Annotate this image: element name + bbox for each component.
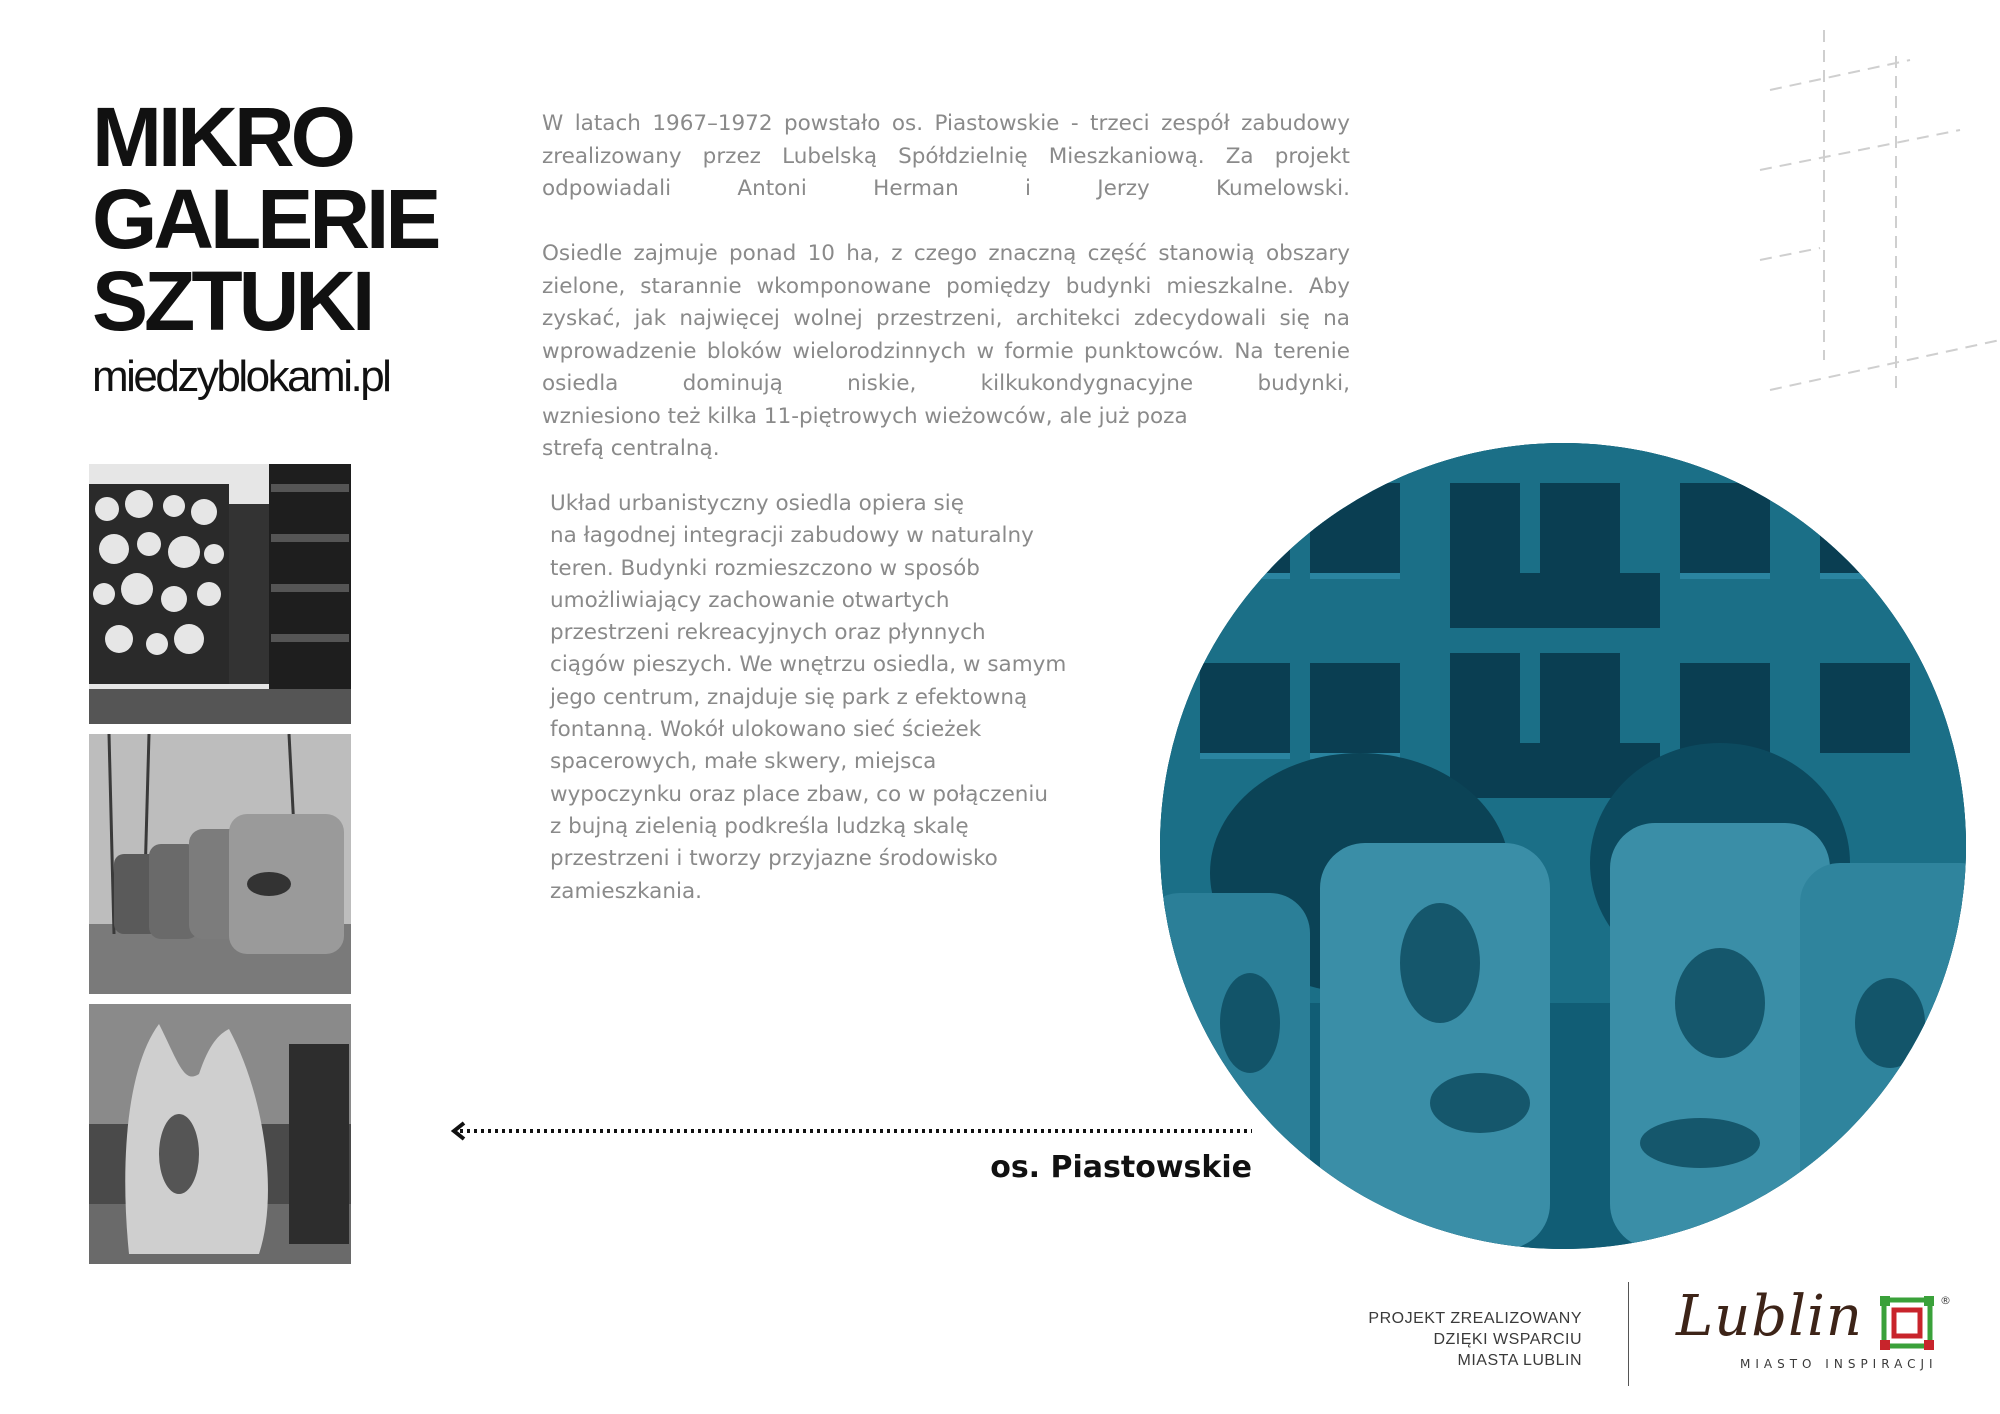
lublin-logo-emblem-icon xyxy=(1880,1296,1934,1350)
urban-layout-line: ciągów pieszych. We wnętrzu osiedla, w samym xyxy=(550,652,1067,678)
page-title xyxy=(92,90,472,348)
urban-layout-line: z bujną zielenią podkreśla ludzką skalę xyxy=(550,813,969,839)
credit-line-3: MIASTA LUBLIN xyxy=(1457,1352,1582,1369)
urban-layout-line: wypoczynku oraz place zbaw, co w połączeniu xyxy=(550,781,1049,807)
urban-layout-line: spacerowych, małe skwery, miejsca xyxy=(550,749,937,775)
urban-layout-line: fontanną. Wokół ulokowano sieć ścieżek xyxy=(550,717,982,743)
title-line-1: MIKRO xyxy=(92,90,352,184)
lublin-logo-wordmark: Lublin xyxy=(1676,1284,1863,1349)
description-paragraph-line-b: strefą centralną. xyxy=(542,436,720,461)
decorative-grid-lines xyxy=(1740,20,2000,400)
credit-text xyxy=(1320,1308,1582,1371)
title-line-3: SZTUKI xyxy=(92,254,372,348)
urban-layout-line: przestrzeni rekreacyjnych oraz płynnych xyxy=(550,620,986,646)
urban-layout-line: teren. Budynki rozmieszczono w sposób xyxy=(550,555,980,581)
description-paragraph-line-a: wzniesiono też kilka 11-piętrowych wieżowców, ale już poza xyxy=(542,403,1188,429)
arrow-left-dotted-icon xyxy=(450,1120,1256,1142)
footer-divider xyxy=(1628,1282,1629,1386)
lublin-logo-tagline: MIASTO INSPIRACJI xyxy=(1740,1357,1938,1371)
credit-line-1: PROJEKT ZREALIZOWANY xyxy=(1368,1310,1582,1327)
urban-layout-line: umożliwiający zachowanie otwartych xyxy=(550,587,950,613)
credit-line-2: DZIĘKI WSPARCIU xyxy=(1433,1331,1582,1348)
intro-paragraph: W latach 1967–1972 powstało os. Piastowskie - trzeci zespół zabudowy zrealizowany przez Lubelską Spółdzielnię Mieszkaniową. Za projekt odpowiadali Antoni Herman i Jerzy Kumelowski. xyxy=(542,111,1350,201)
feature-photo-circle xyxy=(1160,443,1966,1249)
urban-layout-line: przestrzeni i tworzy przyjazne środowisko xyxy=(550,846,998,872)
urban-layout-line: na łagodnej integracji zabudowy w naturalny xyxy=(550,523,1034,549)
urban-layout-line: zamieszkania. xyxy=(550,878,702,904)
sculpture-photo-1 xyxy=(89,464,351,724)
urban-layout-paragraph xyxy=(550,488,1090,908)
website-link[interactable]: miedzyblokami.pl xyxy=(92,352,390,401)
title-line-2: GALERIE xyxy=(92,172,438,266)
urban-layout-line: jego centrum, znajduje się park z efektowną xyxy=(550,684,1028,710)
description-paragraph xyxy=(542,238,1350,466)
sculpture-photo-2 xyxy=(89,734,351,994)
description-paragraph-main: Osiedle zajmuje ponad 10 ha, z czego znaczną część stanowią obszary zielone, starannie wkomponowane pomiędzy budynki mieszkalne. Aby zyskać, jak najwięcej wolnej przestrzeni, architekci zdecydowali się na wprowadzenie bloków wielorodzinnych w formie punktowców. Na terenie osiedla dominują niskie, kilkukondygnacyjne budynki, xyxy=(542,241,1350,396)
sculpture-photo-3 xyxy=(89,1004,351,1264)
urban-layout-line: Układ urbanistyczny osiedla opiera się xyxy=(550,491,964,516)
registered-mark: ® xyxy=(1940,1294,1951,1307)
place-label: os. Piastowskie xyxy=(990,1150,1252,1185)
